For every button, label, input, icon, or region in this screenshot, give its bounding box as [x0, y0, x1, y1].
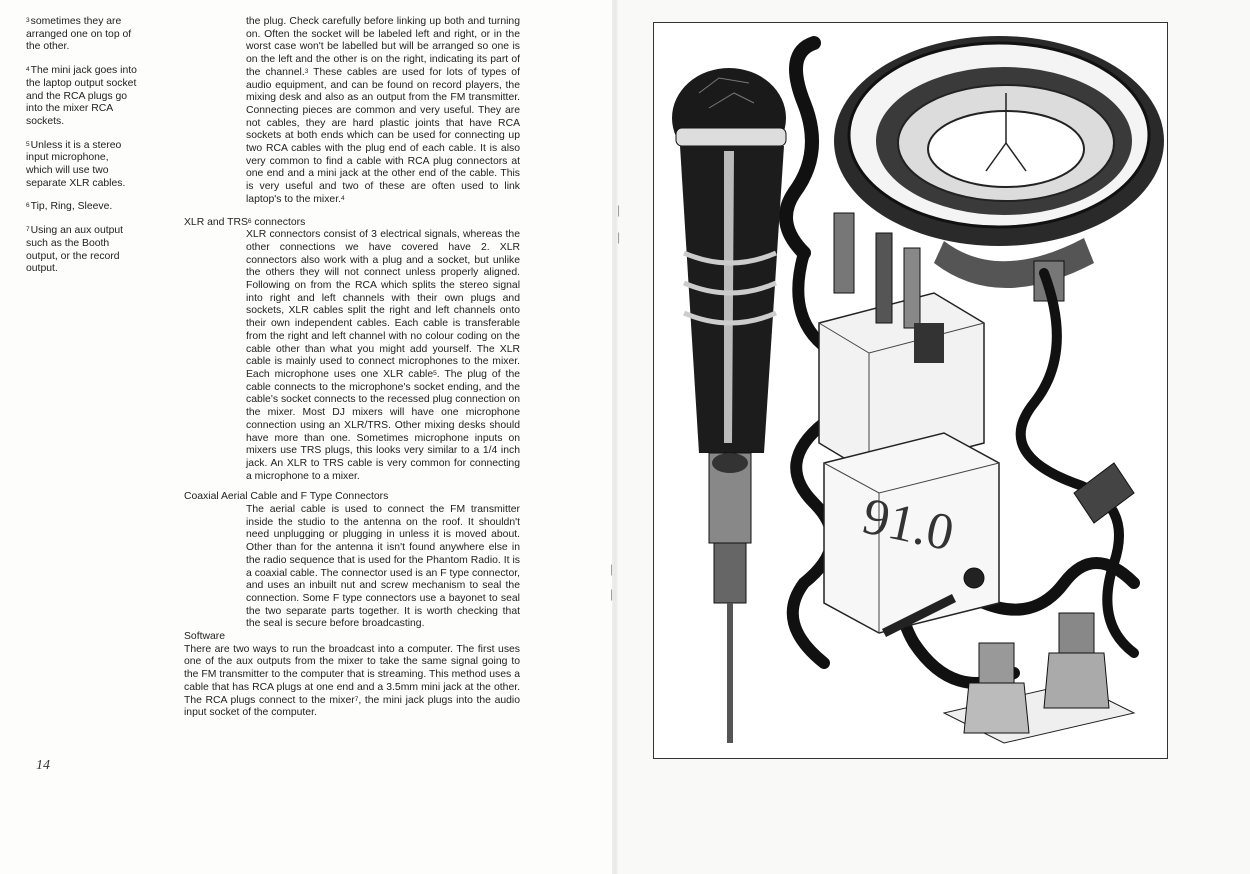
microphone-drawing: [672, 68, 786, 743]
xlr-heading: XLR and TRS$^6$ connectors: [184, 216, 306, 228]
footnote-5: $^5$Unless it is a stereo input microphone, which will use two separate XLR cables.: [26, 139, 126, 189]
footnote-4: $^4$The mini jack goes into the laptop output socket and the RCA plugs go into the mixer RCA sockets.: [26, 65, 137, 127]
main-body-text: [184, 16, 520, 720]
footnotes-column: [26, 16, 138, 287]
software-paragraph: There are two ways to run the broadcast into a computer. The first uses one of the aux outputs from the mixer to take the same signal going to the FM transmitter to the computer that is streaming. This method uses a cable that has RCA plugs at one end and a 3.5mm mini jack at the other. The RCA plugs connect to the mixer$^7$, the mini jack plugs into the audio input socket of the computer.: [184, 643, 520, 719]
footnote-3: $^3$sometimes they are arranged one on top of the other.: [26, 16, 132, 53]
scan-mark: |: [617, 203, 621, 217]
rca-paragraph: the plug. Check carefully before linking up both and turning on. Often the socket will be labeled left and right, or in the worst case won't be labelled but will be arranged so one is on the left and the other is on the right, indicating its part of the channel.$^3$ These cables are used for lots of types of audio equipment, and can be found on record players, the mixing desk and also as an output from the FM transmitter. Connecting pieces are common and very useful. They are not cables, they are hard plastic joints that have RCA sockets at both ends which can be used for connecting up two RCA cables with the plug end of each cable. It is also very common to find a cable with RCA plug connectors at one end and a mini jack at the other end of the cable. This is very useful and two of these are often used to link laptop's to the mixer.$^4$: [246, 16, 520, 205]
frequency-label: 91.0: [857, 487, 959, 563]
xlr-paragraph: XLR connectors consist of 3 electrical signals, whereas the other connections we have covered have 2. XLR connectors also work with a plug and a socket, but unlike the others they will not connect unless properly aligned. Following on from the RCA which splits the stereo signal into right and left channels with their own plugs and sockets, XLR cables split the right and left channels onto their own independent cables. Each cable is transferable from the right and left channel with no colour coding on the cable other than what you might add yourself. The XLR cable is mainly used to connect microphones to the mixer. Each microphone uses one XLR cable$^5$. The plug of the cable connects to the microphone's socket ending, and the cable's socket connects to the recessed plug connection on the mixer. Most DJ mixers will have one microphone connection using an XLR/TRS. Other mixing desks should have more than one. Sometimes microphone inputs on mixers use TRS plugs, this looks very similar to a 1/4 inch jack. An XLR to TRS cable is very common for connecting a microphone to a mixer.: [246, 229, 521, 482]
footnote-7: $^7$Using an aux output such as the Booth output, or the record output.: [26, 225, 124, 275]
page-number: 14: [36, 758, 50, 773]
book-gutter: [612, 0, 621, 874]
illustration-drawing: [654, 23, 1167, 758]
software-heading: Software: [184, 631, 226, 643]
scan-mark: |: [617, 230, 621, 244]
coax-paragraph: The aerial cable is used to connect the FM transmitter inside the studio to the antenna on the roof. It shouldn't need unplugging or plugging in unless it is moved about. Other than for the antenna it isn't found anywhere else in the radio sequence that is used for the Phantom Radio. It is a coaxial cable. The connector used is an F type connector, and uses an inbuilt nut and screw mechanism to seal the connection. Some F type connectors use a bayonet to seal the two separate parts together. It is worth checking that the seal is secure before broadcasting.: [246, 504, 520, 630]
scan-mark: |: [610, 587, 614, 601]
scan-mark: |: [610, 562, 614, 576]
audio-equipment-illustration: [653, 22, 1168, 759]
footnote-6: $^6$Tip, Ring, Sleeve.: [26, 201, 113, 213]
coax-heading: Coaxial Aerial Cable and F Type Connectors: [184, 491, 389, 503]
